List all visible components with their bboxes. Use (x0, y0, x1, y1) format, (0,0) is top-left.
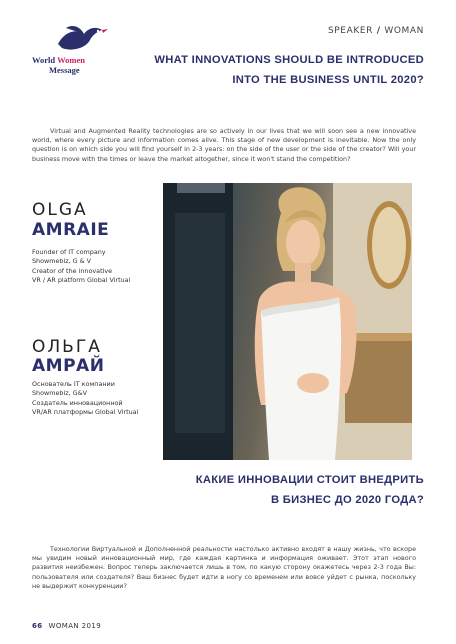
intro-paragraph-english: Virtual and Augmented Reality technologies are so actively in our lives that we will soon see a new innovative world, where every picture and information comes alive. This stage of new development is inevitable. Now the only question is on which side you will find yourself in 2-3 years: on the side of the user or the side of the creator? Will your business move with the times or leave the market altogether, since it won't stand the competition? (32, 127, 416, 163)
section-label: SPEAKER (327, 26, 373, 36)
portrait-photo (163, 183, 412, 460)
portrait-illustration (163, 183, 412, 460)
magazine-name: WOMAN 2019 (48, 622, 102, 630)
headline-english-line1: WHAT INNOVATIONS SHOULD BE INTRODUCED (154, 54, 424, 66)
section-tag (328, 26, 424, 36)
page-number: 66 (32, 622, 43, 630)
last-name-russian: АМРАЙ (32, 356, 105, 376)
first-name-russian: ОЛЬГА (32, 337, 102, 357)
logo-line1: World Women (32, 55, 85, 65)
headline-english-line2: INTO THE BUSINESS UNTIL 2020? (232, 74, 424, 86)
logo-line2: Message (49, 65, 80, 75)
headline-russian-line1: КАКИЕ ИННОВАЦИИ СТОИТ ВНЕДРИТЬ (195, 474, 424, 486)
page-footer (32, 622, 101, 630)
section-separator: / (373, 26, 385, 36)
bio-english-line1: Founder of IT company (32, 248, 106, 256)
bio-english-line3: Creator of the innovative (32, 266, 113, 275)
bio-russian (32, 380, 157, 418)
subsection-label: WOMAN (384, 26, 424, 36)
intro-paragraph-russian: Технологии Виртуальной и Дополненной реальности настолько активно входят в нашу жизнь, что вскоре мы увидим новый инновационный мир, где каждая картинка и информация оживает. Этот этап нового развития неизбежен. Вопрос теперь заключается лишь в том, по какую сторону окажетесь через 2-3 года Вы: пользователя или создателя? Ваш бизнес будет идти в ногу со временем или вовсе уйдет с рынка, поскольку не выдержит конкуренции? (32, 545, 416, 590)
bio-russian-line1: Основатель IT компании (32, 380, 115, 388)
headline-russian-line2: В БИЗНЕС ДО 2020 ГОДА? (270, 494, 424, 506)
headline-russian (94, 470, 424, 510)
bio-russian-line3: Создатель инновационной (32, 398, 123, 407)
bio-english-line2: Showmebiz, G & V (32, 257, 92, 266)
headline-english (94, 50, 424, 90)
bio-russian-line2: Showmebiz, G&V (32, 389, 87, 398)
last-name-english: AMRAIE (32, 220, 110, 240)
bio-english-line4: VR / AR platform Global Virtual (32, 276, 131, 285)
first-name-english: OLGA (32, 200, 88, 220)
bio-english (32, 248, 157, 286)
bio-russian-line4: VR/AR платформы Global Virtual (32, 408, 139, 417)
